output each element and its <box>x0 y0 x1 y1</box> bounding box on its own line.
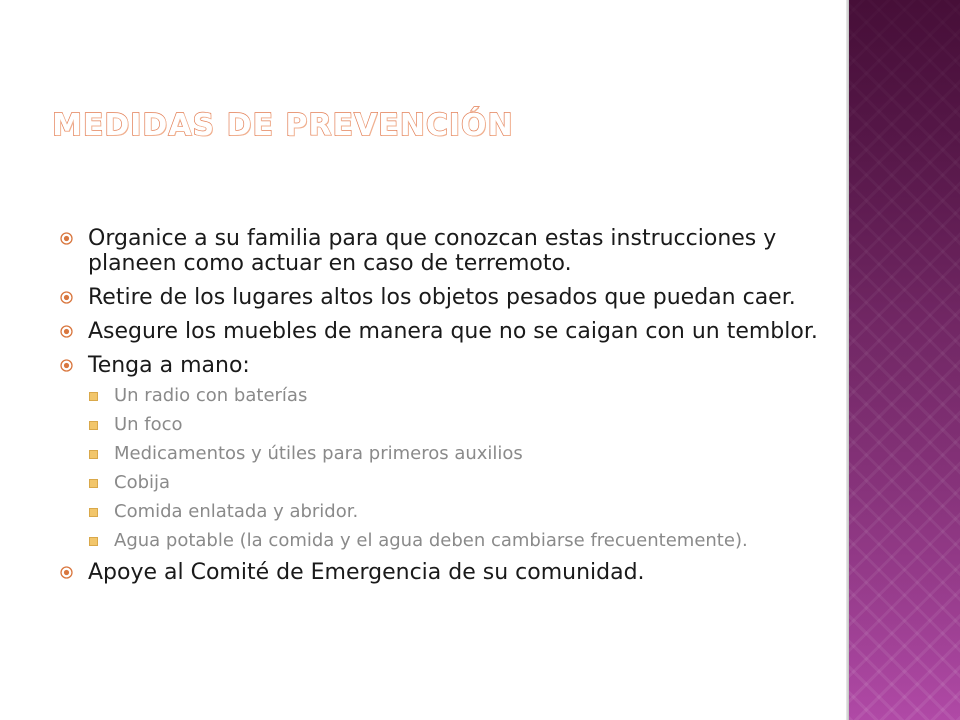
sub-bullet-item <box>88 501 820 522</box>
square-bullet-icon <box>89 392 98 401</box>
bullet-item <box>60 319 820 344</box>
bullet-item <box>60 560 820 585</box>
square-bullet-icon <box>89 450 98 459</box>
bullet-list <box>60 226 820 594</box>
bullet-text: Organice a su familia para que conozcan estas instrucciones y planeen como actuar en caso de terremoto. <box>88 226 777 276</box>
bullet-item <box>60 285 820 310</box>
slide-title: MEDIDAS DE PREVENCIÓN <box>52 108 514 143</box>
sub-bullet-text: Medicamentos y útiles para primeros auxilios <box>114 443 523 464</box>
sub-bullet-item <box>88 385 820 406</box>
bullet-text: Retire de los lugares altos los objetos pesados que puedan caer. <box>88 285 796 310</box>
bullet-text: Tenga a mano: <box>88 353 250 378</box>
square-bullet-icon <box>89 508 98 517</box>
circle-bullet-icon <box>60 291 73 304</box>
sub-bullet-text: Cobija <box>114 472 171 493</box>
circle-bullet-icon <box>60 566 73 579</box>
sub-bullet-text: Un foco <box>114 414 183 435</box>
sub-bullet-item <box>88 414 820 435</box>
circle-bullet-icon <box>60 359 73 372</box>
circle-bullet-icon <box>60 232 73 245</box>
decorative-side-panel <box>849 0 960 720</box>
sub-bullet-text: Comida enlatada y abridor. <box>114 501 359 522</box>
sub-bullet-item <box>88 443 820 464</box>
square-bullet-icon <box>89 537 98 546</box>
sub-bullet-text: Agua potable (la comida y el agua deben cambiarse frecuentemente). <box>114 530 748 551</box>
square-bullet-icon <box>89 479 98 488</box>
bullet-item <box>60 353 820 551</box>
bullet-item <box>60 226 820 276</box>
sub-bullet-list <box>88 385 820 551</box>
circle-bullet-icon <box>60 325 73 338</box>
sub-bullet-item <box>88 530 820 551</box>
sub-bullet-text: Un radio con baterías <box>114 385 308 406</box>
square-bullet-icon <box>89 421 98 430</box>
sub-bullet-item <box>88 472 820 493</box>
bullet-text: Apoye al Comité de Emergencia de su comunidad. <box>88 560 645 585</box>
bullet-text: Asegure los muebles de manera que no se caigan con un temblor. <box>88 319 818 344</box>
